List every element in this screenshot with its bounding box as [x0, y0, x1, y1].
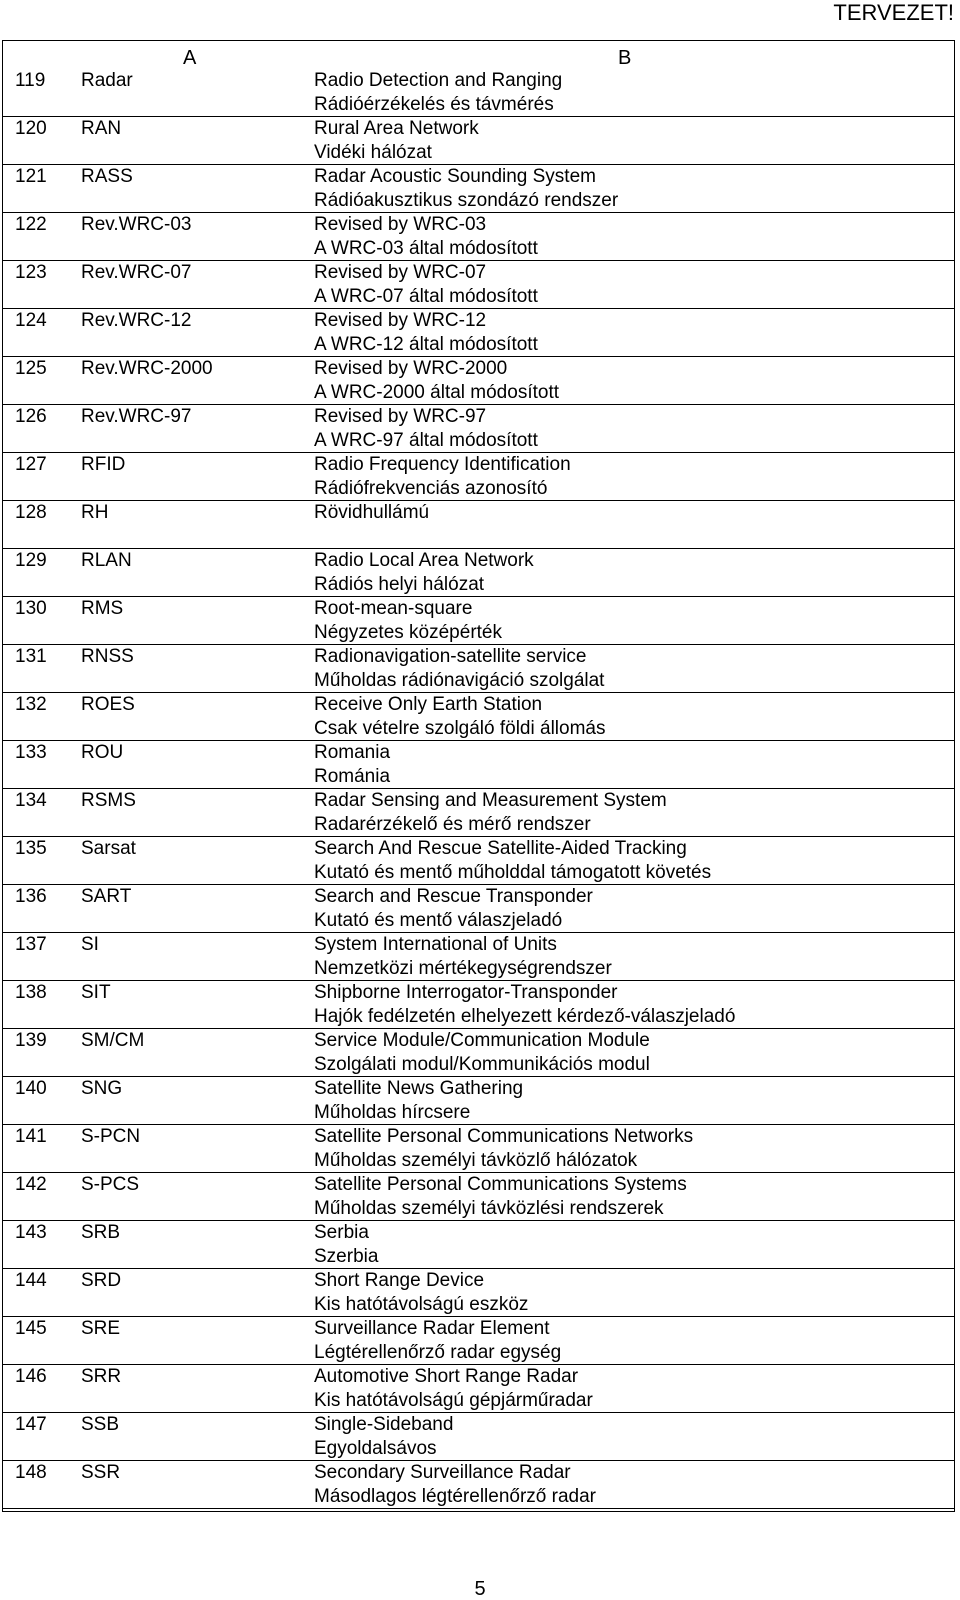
description-english: Search And Rescue Satellite-Aided Tracking [314, 838, 687, 859]
description-hungarian: Vidéki hálózat [314, 142, 432, 163]
description-english: Surveillance Radar Element [314, 1318, 550, 1339]
description [314, 1077, 523, 1125]
description-english: Revised by WRC-03 [314, 214, 487, 235]
description-hungarian [314, 525, 429, 549]
abbreviation: Rev.WRC-2000 [81, 358, 213, 379]
row-number: 135 [15, 838, 47, 859]
description-english: Service Module/Communication Module [314, 1030, 650, 1051]
description-hungarian: Nemzetközi mértékegységrendszer [314, 958, 612, 979]
description-english: Secondary Surveillance Radar [314, 1462, 571, 1483]
description-english: Radio Frequency Identification [314, 454, 571, 475]
description-english: Radionavigation-satellite service [314, 646, 587, 667]
abbreviation: ROES [81, 694, 135, 715]
description [314, 981, 735, 1029]
description [314, 1317, 561, 1365]
description-hungarian: A WRC-07 által módosított [314, 286, 538, 307]
table-row [3, 501, 954, 549]
description [314, 1029, 650, 1077]
table-row [3, 165, 954, 213]
description [314, 1125, 693, 1173]
abbreviation: RLAN [81, 550, 132, 571]
row-number: 128 [15, 502, 47, 523]
description-hungarian: Légtérellenőrző radar egység [314, 1342, 562, 1363]
description-hungarian: Kis hatótávolságú gépjárműradar [314, 1390, 593, 1411]
description [314, 453, 571, 501]
abbreviation: SART [81, 886, 132, 907]
abbreviation: RH [81, 502, 109, 523]
description [314, 837, 711, 885]
table-row [3, 1173, 954, 1221]
table-row [3, 1029, 954, 1077]
table-row [3, 597, 954, 645]
table-row [3, 405, 954, 453]
description-hungarian: Románia [314, 766, 391, 787]
description-english: Serbia [314, 1222, 369, 1243]
row-number: 127 [15, 454, 47, 475]
abbreviation: Rev.WRC-97 [81, 406, 192, 427]
row-number: 131 [15, 646, 47, 667]
description [314, 261, 538, 309]
description [314, 1221, 378, 1269]
abbreviation: SRE [81, 1318, 121, 1339]
description [314, 1269, 528, 1317]
abbreviation: SNG [81, 1078, 123, 1099]
table-row [3, 885, 954, 933]
row-number: 143 [15, 1222, 47, 1243]
row-number: 121 [15, 166, 47, 187]
row-number: 141 [15, 1126, 47, 1147]
description-english: Rural Area Network [314, 118, 479, 139]
table-row [3, 981, 954, 1029]
abbreviation: Radar [81, 70, 133, 91]
table-row [3, 309, 954, 357]
description-english: Single-Sideband [314, 1414, 454, 1435]
page-number: 5 [474, 1578, 486, 1600]
description [314, 1413, 453, 1461]
row-number: 122 [15, 214, 47, 235]
table-row [3, 213, 954, 261]
description [314, 69, 562, 117]
table-row [3, 1413, 954, 1461]
row-number: 138 [15, 982, 47, 1003]
description [314, 597, 502, 645]
description-hungarian: A WRC-12 által módosított [314, 334, 538, 355]
description [314, 885, 593, 933]
row-number: 136 [15, 886, 47, 907]
description-hungarian: Szerbia [314, 1246, 379, 1267]
abbreviation: Rev.WRC-12 [81, 310, 192, 331]
description [314, 213, 538, 261]
abbreviation: SI [81, 934, 99, 955]
description-english: Radar Acoustic Sounding System [314, 166, 596, 187]
description-hungarian: Műholdas hírcsere [314, 1102, 471, 1123]
table-body [3, 69, 954, 1509]
row-number: 144 [15, 1270, 47, 1291]
description-hungarian: A WRC-03 által módosított [314, 238, 538, 259]
description [314, 309, 538, 357]
description-hungarian: Kutató és mentő válaszjeladó [314, 910, 563, 931]
description [314, 1173, 687, 1221]
column-header-a: A [183, 47, 197, 69]
description-hungarian: Kis hatótávolságú eszköz [314, 1294, 529, 1315]
table-row [3, 933, 954, 981]
table-row [3, 741, 954, 789]
description-hungarian: Rádióérzékelés és távmérés [314, 94, 554, 115]
description [314, 501, 429, 549]
abbreviation: SRD [81, 1270, 122, 1291]
column-header-b: B [618, 47, 632, 69]
description-hungarian: A WRC-2000 által módosított [314, 382, 559, 403]
description-english: Romania [314, 742, 391, 763]
row-number: 137 [15, 934, 47, 955]
row-number: 133 [15, 742, 47, 763]
description-hungarian: Szolgálati modul/Kommunikációs modul [314, 1054, 650, 1075]
description-english: Short Range Device [314, 1270, 485, 1291]
table-row [3, 261, 954, 309]
abbreviation: S-PCS [81, 1174, 140, 1195]
description-hungarian: Műholdas személyi távközlési rendszerek [314, 1198, 664, 1219]
abbreviation: S-PCN [81, 1126, 141, 1147]
description-hungarian: Csak vételre szolgáló földi állomás [314, 718, 606, 739]
description [314, 645, 604, 693]
abbreviation-table [2, 40, 955, 1512]
table-row [3, 1365, 954, 1413]
row-number: 146 [15, 1366, 47, 1387]
description [314, 789, 667, 837]
row-number: 119 [15, 70, 46, 91]
table-row [3, 453, 954, 501]
description [314, 165, 618, 213]
table-row [3, 117, 954, 165]
abbreviation: RASS [81, 166, 133, 187]
row-number: 130 [15, 598, 47, 619]
description-hungarian: A WRC-97 által módosított [314, 430, 538, 451]
abbreviation: SSB [81, 1414, 120, 1435]
description [314, 1365, 593, 1413]
description [314, 933, 612, 981]
description-english: Satellite Personal Communications Systems [314, 1174, 687, 1195]
description-english: Rövidhullámú [314, 502, 430, 523]
table-row [3, 693, 954, 741]
abbreviation: Rev.WRC-03 [81, 214, 192, 235]
description-english: Radar Sensing and Measurement System [314, 790, 667, 811]
description [314, 117, 479, 165]
row-number: 124 [15, 310, 47, 331]
row-number: 134 [15, 790, 47, 811]
table-row [3, 1077, 954, 1125]
description-english: Revised by WRC-07 [314, 262, 487, 283]
row-number: 126 [15, 406, 47, 427]
abbreviation: SRB [81, 1222, 121, 1243]
row-number: 142 [15, 1174, 47, 1195]
table-row [3, 837, 954, 885]
description [314, 549, 534, 597]
description-hungarian: Négyzetes középérték [314, 622, 502, 643]
abbreviation: RFID [81, 454, 126, 475]
description [314, 693, 605, 741]
description [314, 1461, 596, 1509]
description-english: Shipborne Interrogator-Transponder [314, 982, 618, 1003]
row-number: 123 [15, 262, 47, 283]
abbreviation: RAN [81, 118, 122, 139]
description-hungarian: Rádiós helyi hálózat [314, 574, 485, 595]
table-row [3, 645, 954, 693]
description [314, 741, 390, 789]
row-number: 129 [15, 550, 47, 571]
description-hungarian: Műholdas rádiónavigáció szolgálat [314, 670, 605, 691]
row-number: 132 [15, 694, 47, 715]
description-english: Revised by WRC-12 [314, 310, 487, 331]
abbreviation: Sarsat [81, 838, 136, 859]
table-row [3, 69, 954, 117]
description-hungarian: Műholdas személyi távközlő hálózatok [314, 1150, 638, 1171]
row-number: 125 [15, 358, 47, 379]
row-number: 145 [15, 1318, 47, 1339]
abbreviation: Rev.WRC-07 [81, 262, 192, 283]
description-english: Revised by WRC-97 [314, 406, 487, 427]
description-hungarian: Rádiófrekvenciás azonosító [314, 478, 548, 499]
row-number: 140 [15, 1078, 47, 1099]
table-row [3, 1125, 954, 1173]
description-english: Satellite Personal Communications Networks [314, 1126, 694, 1147]
description-english: Radio Detection and Ranging [314, 70, 563, 91]
description-hungarian: Egyoldalsávos [314, 1438, 437, 1459]
abbreviation: RNSS [81, 646, 134, 667]
table-row [3, 789, 954, 837]
row-number: 148 [15, 1462, 47, 1483]
description-english: System International of Units [314, 934, 557, 955]
description-english: Revised by WRC-2000 [314, 358, 508, 379]
description-english: Root-mean-square [314, 598, 473, 619]
table-row [3, 549, 954, 597]
table-row [3, 357, 954, 405]
abbreviation: SM/CM [81, 1030, 145, 1051]
description-hungarian: Hajók fedélzetén elhelyezett kérdező-válaszjeladó [314, 1006, 736, 1027]
table-row [3, 1461, 954, 1509]
table-row [3, 1317, 954, 1365]
abbreviation: SRR [81, 1366, 122, 1387]
description-hungarian: Rádióakusztikus szondázó rendszer [314, 190, 619, 211]
row-number: 139 [15, 1030, 47, 1051]
description-hungarian: Másodlagos légtérellenőrző radar [314, 1486, 596, 1507]
row-number: 147 [15, 1414, 47, 1435]
description [314, 405, 538, 453]
abbreviation: RSMS [81, 790, 136, 811]
description-english: Receive Only Earth Station [314, 694, 543, 715]
description-english: Satellite News Gathering [314, 1078, 524, 1099]
description [314, 357, 559, 405]
row-number: 120 [15, 118, 47, 139]
abbreviation: ROU [81, 742, 124, 763]
abbreviation: SSR [81, 1462, 121, 1483]
abbreviation: SIT [81, 982, 111, 1003]
table-row [3, 1269, 954, 1317]
description-english: Automotive Short Range Radar [314, 1366, 579, 1387]
draft-label: TERVEZET! [833, 0, 954, 25]
description-english: Search and Rescue Transponder [314, 886, 593, 907]
description-hungarian: Kutató és mentő műholddal támogatott követés [314, 862, 712, 883]
abbreviation: RMS [81, 598, 124, 619]
description-hungarian: Radarérzékelő és mérő rendszer [314, 814, 591, 835]
description-english: Radio Local Area Network [314, 550, 534, 571]
table-row [3, 1221, 954, 1269]
